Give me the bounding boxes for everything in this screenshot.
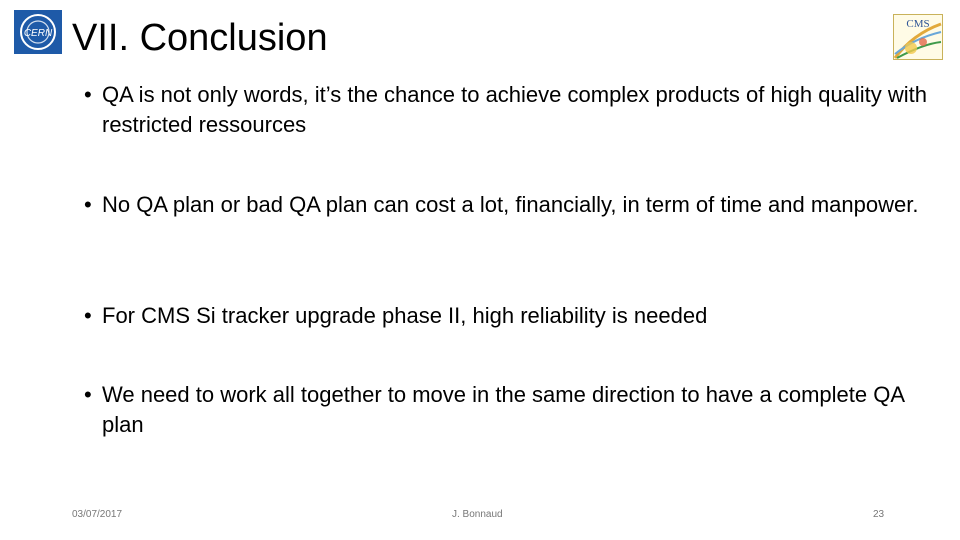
bullet-item — [84, 380, 944, 440]
bullet-glyph: • — [84, 382, 92, 407]
bullet-item — [84, 301, 944, 331]
bullet-text: We need to work all together to move in the same direction to have a complete QA plan — [102, 382, 904, 437]
bullet-item — [84, 190, 944, 220]
bullet-glyph: • — [84, 303, 92, 328]
svg-text:CMS: CMS — [906, 18, 930, 30]
bullet-text: For CMS Si tracker upgrade phase II, high reliability is needed — [102, 303, 708, 328]
footer-date: 03/07/2017 — [72, 509, 123, 520]
svg-text:CERN: CERN — [23, 28, 53, 39]
cern-logo-icon — [14, 10, 62, 54]
bullet-glyph: • — [84, 82, 92, 107]
bullet-item — [84, 80, 944, 140]
bullet-text: No QA plan or bad QA plan can cost a lot, financially, in term of time and manpower. — [102, 192, 919, 217]
bullet-text: QA is not only words, it’s the chance to achieve complex products of high quality with restricted ressources — [102, 82, 928, 137]
bullet-glyph: • — [84, 192, 92, 217]
slide-title: VII. Conclusion — [72, 17, 328, 59]
cms-logo-icon — [893, 14, 943, 60]
footer-author: J. Bonnaud — [452, 509, 503, 520]
page-number: 23 — [873, 509, 885, 520]
